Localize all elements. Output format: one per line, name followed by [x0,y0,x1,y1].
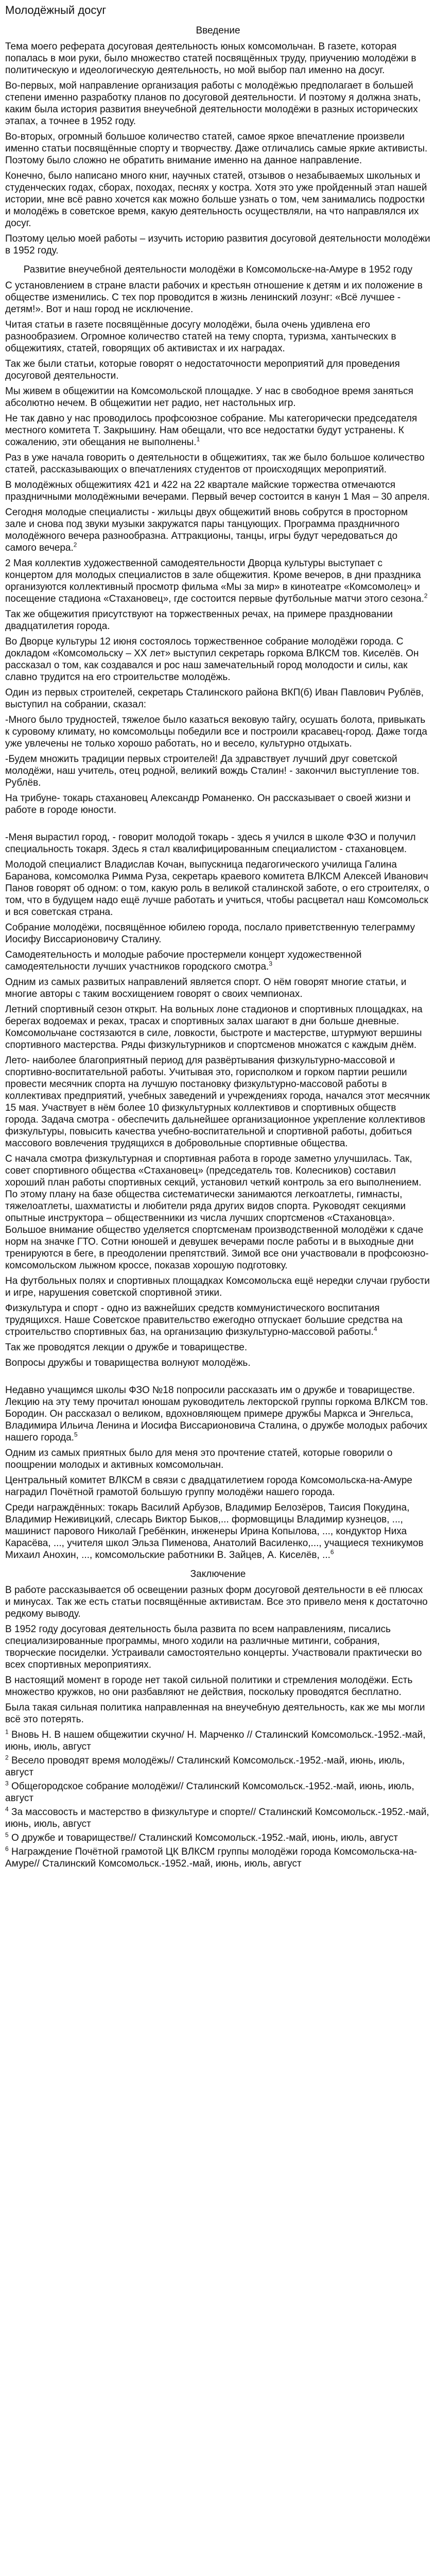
footnote: $^1$ Вновь Н. В нашем общежитии скучно/ Н. Марченко // Сталинский Комсомольск.-1952.-май, июнь, июль, август [5,1728,426,1752]
paragraph: Собрание молодёжи, посвящённое юбилею города, послало приветственную телеграмму Иосифу Виссарионовичу Сталину. [5,922,415,945]
document-body [5,25,431,1725]
paragraph: -Меня вырастил город, - говорит молодой токарь - здесь я учился в школе ФЗО и получил специальность токаря. Здесь я стал квалифицированным специалистом - стахановцем. [5,832,416,855]
paragraph: Одним из самых приятных было для меня это прочтение статей, которые говорили о поощрении молодых и активных комсомольчан. [5,1448,393,1470]
paragraph: -Много было трудностей, тяжелое было казаться вековую тайгу, осушать болота, привыкать к суровому климату, но комсомольцы победили все и построили красавец-город. Даже тогда уже увлечены не только хорошо работать, но и весело, культурно отдыхать. [5,715,427,749]
paragraph: Не так давно у нас проводилось профсоюзное собрание. Мы категорически председателя местного комитета Т. Закрышину. Нам обещали, что все недостатки будут устранены. К сожалению, эти обещания не выполнены.$^1$ [5,413,417,448]
paragraph: Сегодня молодые специалисты - жильцы двух общежитий вновь собрутся в просторном зале и снова под звуки музыки закружатся пары танцующих. Программа праздничного молодёжного вечера разнообразна. Аттракционы, танцы, игры будут чередоваться до самого вечера.$^2$ [5,507,408,553]
paragraph: Была такая сильная политика направленная на внеучебную деятельность, как же мы могли всё это потерять. [5,1702,425,1725]
paragraph: Во-вторых, огромный большое количество статей, самое яркое впечатление произвели именно статьи посвящённые спорту и творчеству. Даже отличались самые яркие активисты. Поэтому было сложно не обратить внимание именно на данное направление. [5,131,428,166]
paragraph: Так же проводятся лекции о дружбе и товариществе. [5,1342,248,1353]
paragraph: Во-первых, мой направление организация работы с молодёжью предполагает в большей степени именно разработку планов по досуговой деятельности. И поэтому я должна знать, каким была история развития внеучебной деятельности молодёжи в разных исторических этапах, а точнее в 1952 году. [5,80,421,127]
paragraph: Одним из самых развитых направлений является спорт. О нём говорят многие статьи, и многие авторы с таким восхищением говорят о своих чемпионах. [5,977,407,999]
paragraph: Поэтому целью моей работы – изучить историю развития досуговой деятельности молодёжи в 1952 году. [5,233,430,256]
footnote: $^6$ Награждение Почётной грамотой ЦК ВЛКСМ группы молодёжи города Комсомольска-на-Амуре// Сталинский Комсомольск.-1952.-май, июнь, июль, август [5,1845,417,1869]
paragraph: На трибуне- токарь стахановец Александр Романенко. Он рассказывает о своей жизни и работе в городе юности. [5,793,411,816]
footnote: $^2$ Весело проводят время молодёжь// Сталинский Комсомольск.-1952.-май, июнь, июль, август [5,1754,405,1778]
blank-line [5,1372,431,1384]
paragraph: Так же были статьи, которые говорят о недостаточности мероприятий для проведения досуговой деятельности. [5,359,400,381]
paragraph: Самодеятельность и молодые рабочие простермели концерт художественной самодеятельности лучших участников городского смотра.$^3$ [5,950,362,972]
paragraph: Вопросы дружбы и товарищества волнуют молодёжь. [5,1358,251,1368]
paragraph: Недавно учащимся школы ФЗО №18 попросили рассказать им о дружбе и товариществе. Лекцию на эту тему прочитал юношам руководитель лекторской группы горкома ВЛКСМ тов. Бородин. Он рассказал о великом, вдохновляющем примере дружбы Маркса и Энгельса, Владимира Ильича Ленина и Иосифа Виссарионовича Сталина, о дружбе молодых рабочих нашего города.$^5$ [5,1385,428,1443]
document-title: Молодёжный досуг [5,4,107,16]
paragraph: С начала смотра физкультурная и спортивная работа в городе заметно улучшилась. Так, совет спортивного общества «Стахановец» (председатель тов. Колесников) составил хороший план работы спортивных секций, установил четкий контроль за его выполнением. По этому плану на базе общества систематически занимаются легкоатлеты, гимнасты, тяжелоатлеты, шахматисты и любители ряда других видов спорта. Руководят секциями опытные инструктора – общественники из числа лучших спортсменов «Стахановца». Большое внимание общество уделяется спортсменам производственной молодёжи к сдаче норм на значке ГТО. Сотни юношей и девушек вечерами после работы и в выходные дни тренируются в беге, в преодолении препятствий. Зимой все они участвовали в профсоюзно-комсомольском лыжном кроссе, показав хорошую подготовку. [5,1154,429,1271]
paragraph: Раз в уже начала говорить о деятельности в общежитиях, так же было большое количество статей, рассказывающих о впечатлениях студентов от происходящих мероприятий. [5,452,425,475]
paragraph: Мы живем в общежитии на Комсомольской площадке. У нас в свободное время заняться абсолютно нечем. В общежитии нет радио, нет настольных игр. [5,386,413,409]
paragraph: Центральный комитет ВЛКСМ в связи с двадцатилетием города Комсомольска-на-Амуре наградил Почётной грамотой большую группу молодёжи нашего города. [5,1475,412,1498]
section-heading: Заключение [190,1569,246,1580]
paragraph: Конечно, было написано много книг, научных статей, отзывов о незабываемых школьных и студенческих годах, сборах, походах, песнях у костра. Хотя это уже пройденный этап нашей истории, мне всё равно хочется как можно больше узнать о том, чем занимались подростки и молодёжь в советское время, какую деятельность осуществляли, на что направлялся их досуг. [5,171,427,229]
paragraph: В работе рассказывается об освещении разных форм досуговой деятельности в её плюсах и минусах. Так же есть статьи посвящённые активистам. Все это привело меня к достаточно редкому выводу. [5,1585,428,1619]
footnote: $^4$ За массовость и мастерство в физкультуре и спорте// Сталинский Комсомольск.-1952.-май, июнь, июль, август [5,1805,429,1829]
paragraph: -Будем множить традиции первых строителей! Да здравствует лучший друг советской молодёжи, наш учитель, отец родной, великий вождь Сталин! - закончил выступление тов. Рублёв. [5,754,420,788]
paragraph: Молодой специалист Владислав Кочан, выпускница педагогического училища Галина Баранова, комсомолка Римма Руза, секретарь краевого комитета ВЛКСМ Алексей Иванович Панов говорят об одном: о том, какую роль в великой сталинской заботе, о его строителях, о том, что в будущем надо ещё лучше работать и учиться, чтобы расцветал наш Комсомольск и вся советская страна. [5,859,429,918]
footnote: $^3$ Общегородское собрание молодёжи// Сталинский Комсомольск.-1952.-май, июнь, июль, август [5,1780,414,1804]
blank-line [5,820,431,832]
paragraph: На футбольных полях и спортивных площадках Комсомольска ещё нередки случаи грубости и игре, нарушения советской спортивной этики. [5,1276,430,1298]
paragraph: В 1952 году досуговая деятельность была развита по всем направлениям, писались специализированные программы, много ходили на различные митинги, собрания, творческие посиделки. Устраивали самостоятельно концерты. Участвовали практически во всех спортивных мероприятиях. [5,1624,422,1670]
paragraph: В настоящий момент в городе нет такой сильной политики и стремления молодёжи. Есть множество кружков, но они разбавляют не действия, поскольку проводятся бесплатно. [5,1675,413,1698]
paragraph: В молодёжных общежитиях 421 и 422 на 22 квартале майские торжества отмечаются праздничными молодёжными вечерами. Первый вечер состоится в канун 1 Мая – 30 апреля. [5,480,430,502]
paragraph: Среди награждённых: токарь Василий Арбузов, Владимир Белозёров, Таисия Покудина, Владимир Неживицкий, слесарь Виктор Быков,... формовщицы Владимир кузнецов, ..., машинист парового Николай Гребёнкин, инженеры Ирина Копылова, ..., кондуктор Ниха Карасёва, ..., учителя школ Эльза Пименова, Анатолий Василенко,..., учащиеся техникумов Михаил Аноxин, ..., комсомольские работники В. Зайцев, А. Киселёв, ...$^6$ [5,1502,424,1561]
paragraph: Один из первых строителей, секретарь Сталинского района ВКП(б) Иван Павлович Рублёв, выступил на собрании, сказал: [5,687,424,710]
section-heading: Введение [196,25,240,36]
paragraph: Лето- наиболее благоприятный период для развёртывания физкультурно-массовой и спортивно-воспитательной работы. Учитывая это, горисполком и горком партии решили провести месячник спорта на лучшую постановку физкультурно-массовой работы в коллективах предприятий, учебных заведений и учреждениях города, начался этот месячник 15 мая. Участвует в нём более 10 физкультурных коллективов и спортивных обществ города. Задача смотра - обеспечить дальнейшее организационное укрепление коллективов физкультуры, повысить качества учебно-воспитательной и спортивной работы, добиться массового вовлечения трудящихся в добровольные спортивные общества. [5,1055,430,1149]
paragraph: Летний спортивный сезон открыт. На вольных лоне стадионов и спортивных площадках, на берегах водоемах и реках, трасах и спортивных залах шагают в дни больше дневные. Комсомольчане состязаются в силе, ловкости, быстроте и мастерстве, штурмуют вершины спортивного мастерства. Ряды физкультурников и спортсменов множатся с каждым днём. [5,1004,423,1050]
footnotes [5,1729,431,1870]
paragraph: Во Дворце культуры 12 июня состоялось торжественное собрание молодёжи города. С докладом «Комсомольску – XX лет» выступил секретарь горкома ВЛКСМ тов. Киселёв. Он рассказал о том, как создавался и рос наш замечательный город молодости и силы, как славно трудится на его строительстве молодёжь. [5,636,419,683]
section-heading: Развитие внеучебной деятельности молодёжи в Комсомольске-на-Амуре в 1952 году [23,264,413,275]
paragraph: Читая статьи в газете посвящённые досугу молодёжи, была очень удивлена его разнообразием. Огромное количество статей на тему спорта, туризма, хантыческих в общежитиях, статей, говорящих об активистах и их наградах. [5,319,396,354]
paragraph: Физкультура и спорт - одно из важнейших средств коммунистического воспитания трудящихся. Наше Советское правительство ежегодно отпускает большие средства на строительство спортивных баз, на организацию физкультурно-массовой работы.$^4$ [5,1303,403,1337]
paragraph: С установлением в стране власти рабочих и крестьян отношение к детям и их положение в обществе изменились. С тех пор проводится в жизнь ленинский лозунг: «Всё лучшее - детям!». Вот и наш город не исключение. [5,280,423,315]
paragraph: Так же общежития присутствуют на торжественных речах, на примере праздновании двадцатилетия города. [5,609,393,632]
paragraph: Тема моего реферата досуговая деятельность юных комсомольчан. В газете, которая попалась в мои руки, было множество статей посвящённых труду, приучению молодёжи в политическую и идеологическую деятельность, но мой выбор пал именно на досуг. [5,41,416,76]
paragraph: 2 Мая коллектив художественной самодеятельности Дворца культуры выступает с концертом для молодых специалистов в зале общежития. Кроме вечеров, в дни праздника организуются коллективный просмотр фильма «Мы за мир» в кинотеатре «Комсомолец» и посещение стадиона «Стахановец», где состоится первые футбольные матчи этого сезона.$^2$ [5,558,428,604]
footnote: $^5$ О дружбе и товариществе// Сталинский Комсомольск.-1952.-май, июнь, июль, август [5,1831,398,1843]
